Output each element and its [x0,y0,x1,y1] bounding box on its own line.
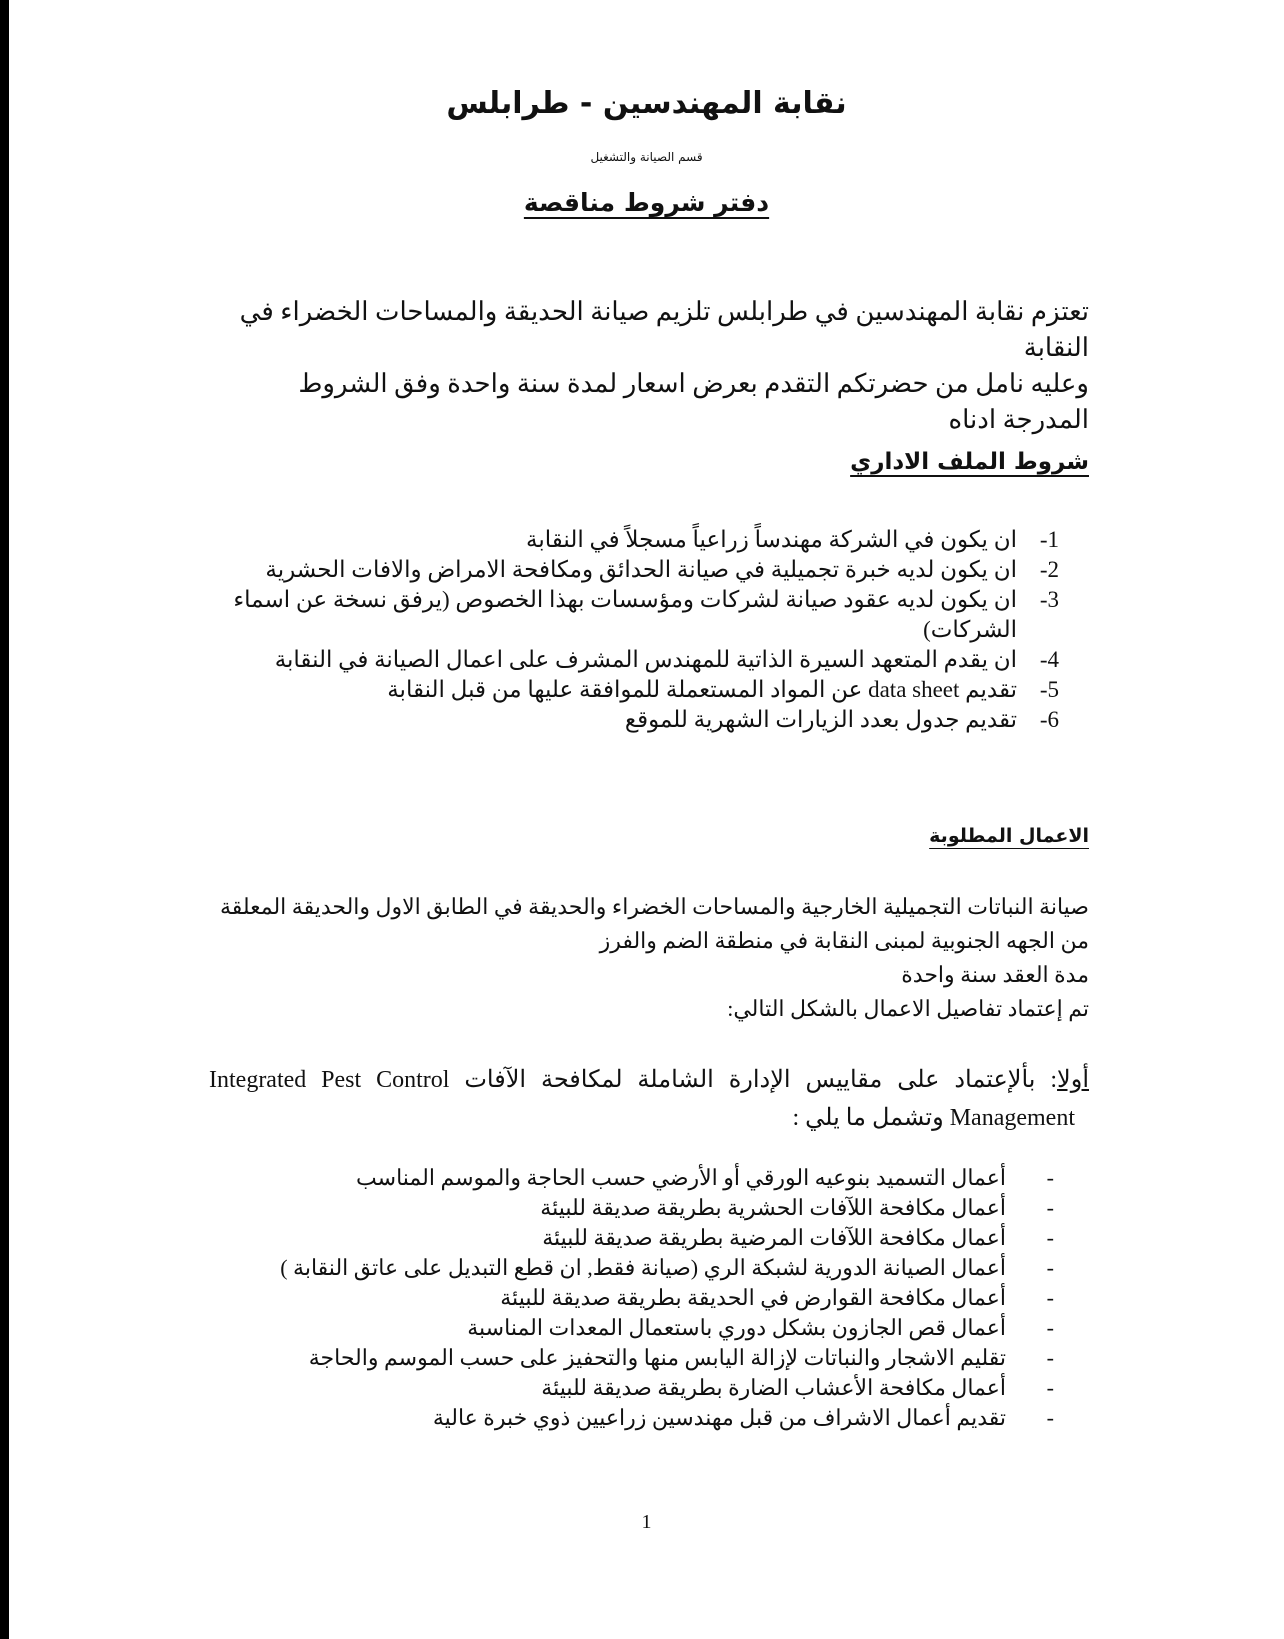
list-item [234,1343,1054,1373]
list-item [234,1403,1054,1433]
page-edge [0,0,9,1639]
list-item [234,1223,1054,1253]
works-description-line: صيانة النباتات التجميلية الخارجية والمساحات الخضراء والحديقة في الطابق الاول والحديقة المعلقة من الجهه الجنوبية لمبنى النقابة في منطقة الضم والفرز [219,894,1089,953]
list-number: 6- [1039,707,1059,732]
list-item [219,525,1059,555]
works-description-line: مدة العقد سنة واحدة [901,962,1089,987]
first-section-list [234,1163,1054,1433]
list-number: 5- [1039,677,1059,702]
list-item [234,1193,1054,1223]
required-works-heading: الاعمال المطلوبة [929,825,1089,847]
first-section-line-2: Management وتشمل ما يلي : [792,1105,1075,1131]
list-item [234,1253,1054,1283]
list-number: 2- [1039,557,1059,582]
list-bullet: - [1046,1405,1054,1430]
list-bullet: - [1046,1165,1054,1190]
list-bullet: - [1046,1345,1054,1370]
admin-conditions-heading: شروط الملف الاداري [850,449,1089,475]
list-bullet: - [1046,1375,1054,1400]
list-item-text: تقليم الاشجار والنباتات لإزالة اليابس منها والتحفيز على حسب الموسم والحاجة [308,1345,1006,1370]
list-item-text: تقديم أعمال الاشراف من قبل مهندسين زراعيين ذوي خبرة عالية [432,1405,1006,1430]
intro-line-2: وعليه نامل من حضرتكم التقدم بعرض اسعار لمدة سنة واحدة وفق الشروط المدرجة ادناه [298,369,1089,434]
list-item-text: ان يكون لديه خبرة تجميلية في صيانة الحدائق ومكافحة الامراض والافات الحشرية [265,557,1017,582]
document-title-text: دفتر شروط مناقصة [523,188,770,217]
list-number: 1- [1039,527,1059,552]
list-item [219,555,1059,585]
first-section-paragraph [209,1061,1089,1137]
list-item-text: ان يقدم المتعهد السيرة الذاتية للمهندس المشرف على اعمال الصيانة في النقابة [274,647,1017,672]
list-item-text: أعمال مكافحة اللآفات المرضية بطريقة صديقة للبيئة [542,1225,1006,1250]
list-bullet: - [1046,1255,1054,1280]
department-label: قسم الصيانة والتشغيل [590,150,703,164]
list-item [219,705,1059,735]
document-page [9,0,1284,1639]
first-section-line-1 [209,1061,1089,1099]
list-item-text: أعمال مكافحة القوارض في الحديقة بطريقة صديقة للبيئة [500,1285,1006,1310]
required-works-description [209,890,1089,1026]
works-description-line: تم إعتماد تفاصيل الاعمال بالشكل التالي: [727,996,1089,1021]
document-title [9,188,1284,217]
list-item [219,645,1059,675]
list-item-text: أعمال الصيانة الدورية لشبكة الري (صيانة فقط, ان قطع التبديل على عاتق النقابة ) [280,1255,1006,1280]
list-item [234,1373,1054,1403]
list-item-text: ان يكون في الشركة مهندساً زراعياً مسجلاً في النقابة [526,527,1017,552]
list-bullet: - [1046,1195,1054,1220]
list-item-text: أعمال التسميد بنوعيه الورقي أو الأرضي حسب الحاجة والموسم المناسب [356,1165,1006,1190]
list-number: 4- [1039,647,1059,672]
list-item [219,585,1059,645]
list-item-text: أعمال مكافحة اللآفات الحشرية بطريقة صديقة للبيئة [540,1195,1006,1220]
intro-line-1: تعتزم نقابة المهندسين في طرابلس تلزيم صيانة الحديقة والمساحات الخضراء في النقابة [239,297,1089,362]
list-number: 3- [1039,587,1059,612]
list-bullet: - [1046,1315,1054,1340]
list-item [234,1283,1054,1313]
list-item-text: تقديم جدول بعدد الزيارات الشهرية للموقع [624,707,1017,732]
page-number: 1 [641,1511,652,1533]
first-section-line-1-text: : بألإعتماد على مقاييس الإدارة الشاملة لمكافحة الآفات Integrated Pest Control [209,1067,1058,1093]
org-title: نقابة المهندسين - طرابلس [446,86,847,121]
list-bullet: - [1046,1225,1054,1250]
intro-paragraph [209,294,1089,438]
list-item [234,1163,1054,1193]
list-item-text: أعمال قص الجازون بشكل دوري باستعمال المعدات المناسبة [467,1315,1006,1340]
list-bullet: - [1046,1285,1054,1310]
list-item-text: أعمال مكافحة الأعشاب الضارة بطريقة صديقة للبيئة [541,1375,1006,1400]
list-item [219,675,1059,705]
list-item [234,1313,1054,1343]
list-item-text: ان يكون لديه عقود صيانة لشركات ومؤسسات بهذا الخصوص (يرفق نسخة عن اسماء الشركات) [233,587,1017,642]
admin-conditions-list [219,525,1059,735]
list-item-text: تقديم data sheet عن المواد المستعملة للموافقة عليها من قبل النقابة [387,677,1017,702]
first-section-lead: أولا [1057,1067,1089,1093]
